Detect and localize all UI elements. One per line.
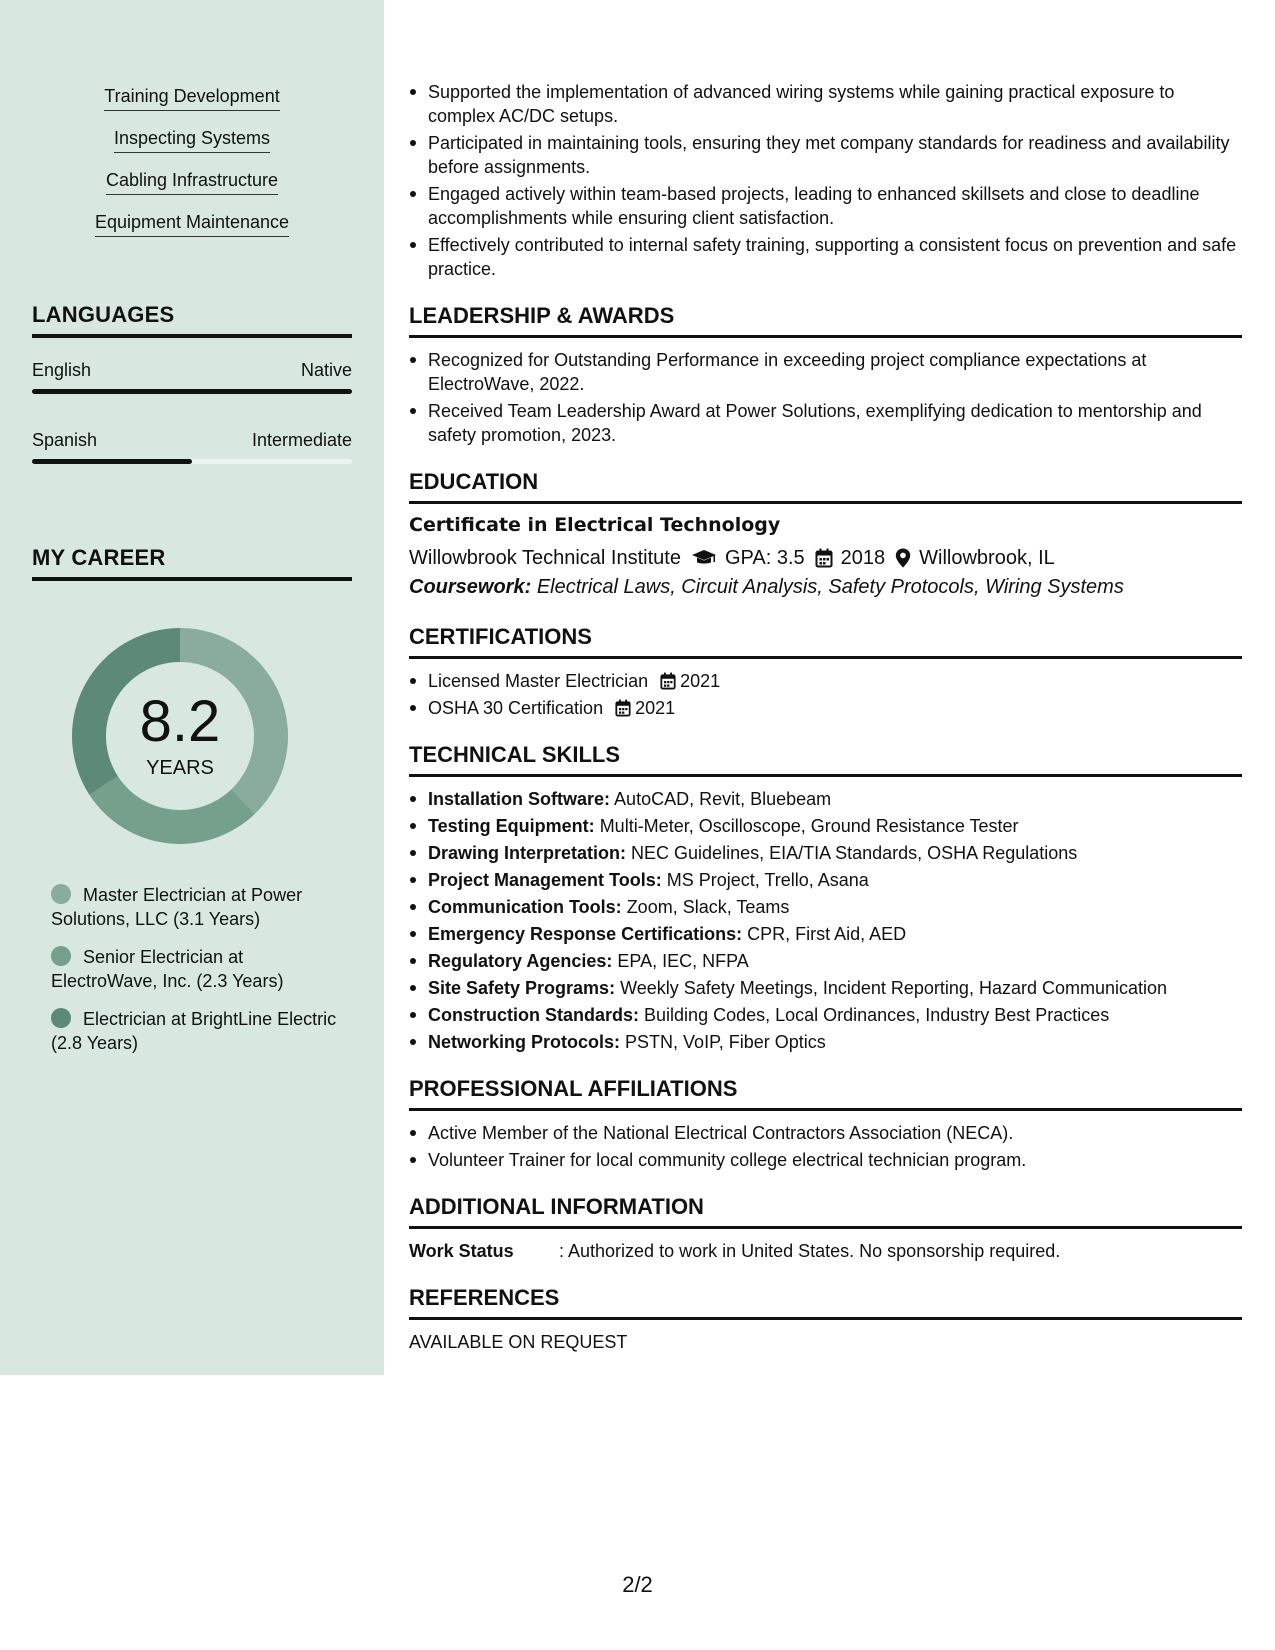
experience-bullets — [409, 80, 1242, 281]
certifications-list — [409, 669, 1242, 720]
certification-item — [409, 696, 1242, 720]
work-status-row — [409, 1239, 1242, 1263]
sidebar — [0, 0, 384, 1375]
skill-value: Zoom, Slack, Teams — [626, 897, 790, 917]
skill-value: MS Project, Trello, Asana — [666, 870, 869, 890]
skill-tag: Cabling Infrastructure — [106, 170, 278, 195]
certification-year: 2021 — [635, 698, 676, 718]
language-bar — [32, 459, 352, 464]
experience-bullet: Effectively contributed to internal safety training, supporting a consistent focus on prevention and safe practice. — [409, 233, 1242, 281]
career-item — [51, 883, 341, 931]
experience-bullet: Supported the implementation of advanced wiring systems while gaining practical exposure to complex AC/DC setups. — [409, 80, 1242, 128]
skill-label: Testing Equipment: — [428, 816, 595, 836]
technical-skill-item — [409, 976, 1242, 1000]
skill-value: NEC Guidelines, EIA/TIA Standards, OSHA Regulations — [631, 843, 1078, 863]
certification-item — [409, 669, 1242, 693]
language-name: Spanish — [32, 430, 98, 450]
skill-label: Site Safety Programs: — [428, 978, 616, 998]
education-degree: Certificate in Electrical Technology — [409, 514, 781, 536]
education-school: Willowbrook Technical Institute — [409, 547, 681, 569]
career-donut — [66, 622, 294, 850]
career-legend — [51, 883, 341, 1069]
references-heading: REFERENCES — [409, 1285, 1242, 1320]
experience-bullet: Engaged actively within team-based projects, leading to enhanced skillsets and close to deadline accomplishments while ensuring client satisfaction. — [409, 182, 1242, 230]
career-dot-icon — [51, 946, 71, 966]
coursework-label: Coursework: — [409, 576, 532, 598]
skill-label: Regulatory Agencies: — [428, 951, 613, 971]
career-heading: MY CAREER — [32, 545, 352, 581]
technical-skill-item — [409, 787, 1242, 811]
main-content — [409, 80, 1242, 1354]
additional-info-heading: ADDITIONAL INFORMATION — [409, 1194, 1242, 1229]
career-item-text: Electrician at BrightLine Electric (2.8 Years) — [51, 1009, 337, 1053]
technical-skill-item — [409, 868, 1242, 892]
education-heading: EDUCATION — [409, 469, 1242, 504]
affiliation-item: Volunteer Trainer for local community college electrical technician program. — [409, 1148, 1242, 1172]
references-text: AVAILABLE ON REQUEST — [409, 1332, 628, 1352]
calendar-icon — [815, 548, 833, 568]
skill-value: AutoCAD, Revit, Bluebeam — [614, 789, 832, 809]
page-number: 2/2 — [622, 1572, 653, 1597]
language-bar-fill — [32, 389, 352, 394]
skill-tag: Equipment Maintenance — [95, 212, 289, 237]
leadership-item: Recognized for Outstanding Performance in exceeding project compliance expectations at ElectroWave, 2022. — [409, 348, 1242, 396]
skill-label: Installation Software: — [428, 789, 611, 809]
language-bar-fill — [32, 459, 192, 464]
career-dot-icon — [51, 884, 71, 904]
career-item — [51, 945, 341, 993]
education-coursework — [409, 572, 1242, 602]
language-name: English — [32, 360, 92, 380]
languages-heading: LANGUAGES — [32, 302, 352, 338]
skill-label: Drawing Interpretation: — [428, 843, 627, 863]
technical-skill-item — [409, 949, 1242, 973]
skill-label: Construction Standards: — [428, 1005, 640, 1025]
career-dot-icon — [51, 1008, 71, 1028]
technical-skill-item — [409, 814, 1242, 838]
education-gpa: GPA: 3.5 — [724, 547, 805, 569]
education-details — [409, 544, 1242, 572]
work-status-label: Work Status — [409, 1241, 514, 1261]
career-item-text: Master Electrician at Power Solutions, LLC (3.1 Years) — [51, 885, 303, 929]
skill-label: Networking Protocols: — [428, 1032, 621, 1052]
career-total-unit: YEARS — [146, 756, 214, 779]
career-item — [51, 1007, 341, 1055]
skill-tags — [32, 86, 352, 254]
technical-skill-item — [409, 841, 1242, 865]
language-level: Intermediate — [251, 430, 352, 450]
leadership-heading: LEADERSHIP & AWARDS — [409, 303, 1242, 338]
language-english — [32, 360, 352, 394]
skill-label: Emergency Response Certifications: — [428, 924, 743, 944]
leadership-item: Received Team Leadership Award at Power Solutions, exemplifying dedication to mentorship and safety promotion, 2023. — [409, 399, 1242, 447]
technical-skill-item — [409, 1003, 1242, 1027]
technical-skill-item — [409, 895, 1242, 919]
skill-tag: Training Development — [104, 86, 279, 111]
technical-skills-list — [409, 787, 1242, 1054]
skill-label: Project Management Tools: — [428, 870, 662, 890]
skill-value: EPA, IEC, NFPA — [617, 951, 749, 971]
graduation-cap-icon — [691, 549, 717, 567]
certification-name: OSHA 30 Certification — [428, 698, 604, 718]
certifications-heading: CERTIFICATIONS — [409, 624, 1242, 659]
skill-tag: Inspecting Systems — [114, 128, 270, 153]
calendar-icon — [615, 699, 631, 717]
career-total — [66, 622, 294, 850]
skill-value: CPR, First Aid, AED — [747, 924, 907, 944]
work-status-value: : Authorized to work in United States. No sponsorship required. — [559, 1241, 1061, 1261]
education-location: Willowbrook, IL — [919, 547, 1055, 569]
leadership-list — [409, 348, 1242, 447]
career-item-text: Senior Electrician at ElectroWave, Inc. (2.3 Years) — [51, 947, 284, 991]
experience-bullet: Participated in maintaining tools, ensuring they met company standards for readiness and availability before assignments. — [409, 131, 1242, 179]
skill-value: Weekly Safety Meetings, Incident Reporting, Hazard Communication — [620, 978, 1168, 998]
skill-value: Multi-Meter, Oscilloscope, Ground Resistance Tester — [599, 816, 1019, 836]
affiliations-heading: PROFESSIONAL AFFILIATIONS — [409, 1076, 1242, 1111]
technical-skill-item — [409, 922, 1242, 946]
skill-value: PSTN, VoIP, Fiber Optics — [625, 1032, 826, 1052]
education-year: 2018 — [840, 547, 886, 569]
calendar-icon — [660, 672, 676, 690]
career-total-value: 8.2 — [139, 688, 221, 754]
language-level: Native — [300, 360, 352, 380]
technical-skill-item — [409, 1030, 1242, 1054]
skill-label: Communication Tools: — [428, 897, 622, 917]
technical-skills-heading: TECHNICAL SKILLS — [409, 742, 1242, 777]
affiliations-list — [409, 1121, 1242, 1172]
location-pin-icon — [895, 548, 911, 568]
skill-value: Building Codes, Local Ordinances, Industry Best Practices — [644, 1005, 1110, 1025]
language-spanish — [32, 430, 352, 464]
certification-name: Licensed Master Electrician — [428, 671, 649, 691]
language-bar — [32, 389, 352, 394]
coursework-list: Electrical Laws, Circuit Analysis, Safety Protocols, Wiring Systems — [536, 576, 1124, 598]
certification-year: 2021 — [680, 671, 721, 691]
affiliation-item: Active Member of the National Electrical Contractors Association (NECA). — [409, 1121, 1242, 1145]
